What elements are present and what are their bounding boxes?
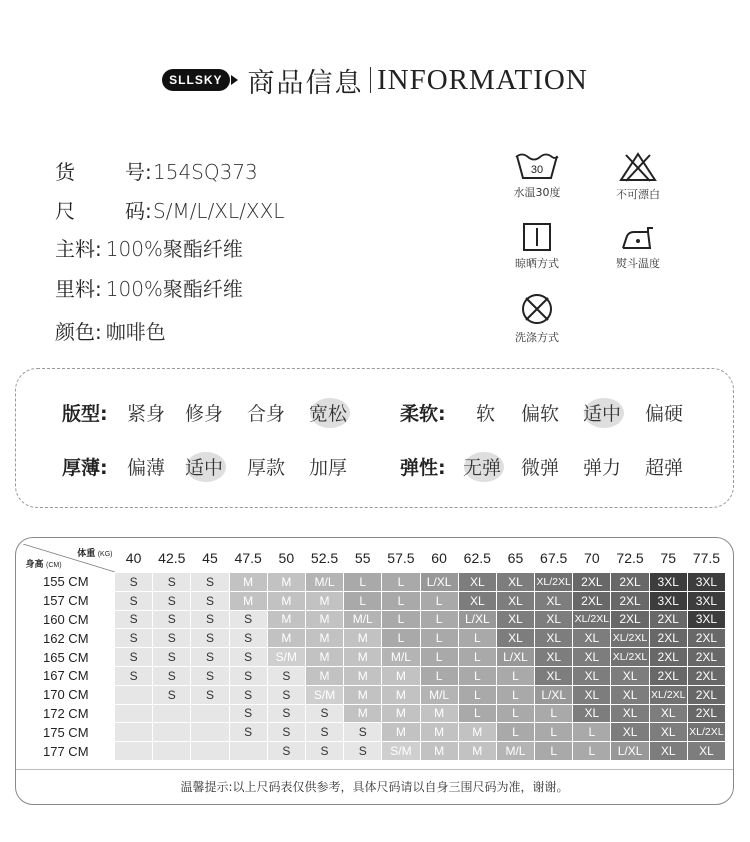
size-cell: L (420, 610, 458, 629)
logo-badge: SLLSKY (162, 69, 229, 91)
size-cell: XL (611, 685, 649, 704)
fit-option: 紧身 (127, 403, 166, 425)
color-row (55, 316, 166, 345)
size-cell: M (267, 610, 305, 629)
size-cell: 2XL (687, 666, 725, 685)
size-cell: XL (535, 648, 573, 667)
size-cell: S (267, 666, 305, 685)
elasticity-option: 超弹 (645, 457, 684, 479)
size-cell: S (305, 704, 343, 723)
size-cell: L (382, 610, 420, 629)
size-cell: XL (573, 648, 611, 667)
size-cell: L (382, 573, 420, 592)
weight-header: 52.5 (310, 550, 339, 566)
size-cell: S/M (305, 685, 343, 704)
care-dry (497, 222, 577, 271)
size-cell: M (382, 704, 420, 723)
size-cell: M (382, 666, 420, 685)
size-cell: 3XL (687, 573, 725, 592)
size-cell: 2XL (687, 648, 725, 667)
size-cell: L (382, 591, 420, 610)
size-cell: XL (573, 704, 611, 723)
table-row (23, 666, 726, 685)
weight-header-row (23, 544, 726, 573)
height-header: 165 CM (23, 648, 115, 667)
size-cell: S (267, 704, 305, 723)
size-cell: S (191, 648, 229, 667)
iron-icon (620, 222, 656, 252)
thickness-option: 加厚 (309, 457, 348, 479)
size-chart-panel (15, 537, 734, 805)
height-header: 157 CM (23, 591, 115, 610)
size-cell: XL (687, 742, 725, 761)
size-cell: L (344, 591, 382, 610)
size-cell (153, 704, 191, 723)
care-clean (497, 292, 577, 345)
height-header: 155 CM (23, 573, 115, 592)
size-cell: S (191, 629, 229, 648)
size-cell: L (420, 666, 458, 685)
page-header (0, 62, 750, 98)
thickness-option: 厚款 (247, 457, 286, 479)
size-cell: L (496, 666, 534, 685)
size-cell: S (229, 629, 267, 648)
size-cell: 2XL (687, 685, 725, 704)
size-cell: M (458, 742, 496, 761)
fit-option: 修身 (185, 403, 224, 425)
size-tip: 温馨提示:以上尺码表仅供参考，具体尺码请以自身三围尺码为准，谢谢。 (180, 780, 569, 794)
fabric-row (55, 233, 243, 262)
tip-divider (16, 769, 733, 770)
size-cell: S (191, 685, 229, 704)
size-cell: S (191, 573, 229, 592)
size-cell: 2XL (687, 629, 725, 648)
size-cell: 2XL (573, 573, 611, 592)
weight-header: 60 (431, 550, 447, 566)
size-cell: XL (573, 629, 611, 648)
size-cell: S (115, 610, 153, 629)
size-cell: XL (611, 666, 649, 685)
logo-arrow-icon (231, 75, 238, 85)
size-cell: XL/2XL (573, 610, 611, 629)
fabric-label: 主料: (55, 237, 102, 261)
table-row (23, 591, 726, 610)
size-cell (191, 723, 229, 742)
size-cell (115, 742, 153, 761)
size-cell (115, 723, 153, 742)
size-cell: S (153, 573, 191, 592)
size-cell: S/M (267, 648, 305, 667)
size-cell: 2XL (649, 629, 687, 648)
size-cell: S (229, 666, 267, 685)
size-cell: M (344, 666, 382, 685)
size-cell (115, 704, 153, 723)
size-cell: S (153, 648, 191, 667)
size-cell: 2XL (649, 610, 687, 629)
size-cell: M/L (496, 742, 534, 761)
softness-label: 柔软: (400, 403, 446, 425)
care-wash (497, 151, 577, 200)
size-cell: XL (649, 704, 687, 723)
size-cell: XL (535, 591, 573, 610)
lining-label: 里料: (55, 277, 102, 301)
table-row (23, 723, 726, 742)
title-divider (370, 67, 372, 93)
size-cell: XL (611, 704, 649, 723)
size-cell: M (305, 591, 343, 610)
size-cell: S (267, 685, 305, 704)
softness-option: 软 (476, 403, 496, 425)
height-header: 162 CM (23, 629, 115, 648)
size-cell: S (115, 591, 153, 610)
size-cell: S (344, 723, 382, 742)
size-row (55, 195, 284, 224)
size-cell: M (305, 610, 343, 629)
size-cell: M (458, 723, 496, 742)
size-cell: S (229, 704, 267, 723)
size-cell: M/L (382, 648, 420, 667)
size-cell: XL (458, 591, 496, 610)
item-number-row (55, 156, 258, 185)
size-cell: M (382, 685, 420, 704)
height-header: 167 CM (23, 666, 115, 685)
size-cell: S (267, 723, 305, 742)
weight-axis-label: 体重 (KG) (77, 548, 113, 558)
softness-option: 偏硬 (645, 403, 684, 425)
size-cell: M (344, 648, 382, 667)
size-cell: XL/2XL (649, 685, 687, 704)
size-cell: L (573, 723, 611, 742)
size-cell: L/XL (496, 648, 534, 667)
size-cell: M/L (305, 573, 343, 592)
weight-header: 72.5 (616, 550, 644, 566)
size-cell: XL (496, 573, 534, 592)
table-row (23, 742, 726, 761)
thickness-option: 偏薄 (127, 457, 166, 479)
fit-label: 版型: (62, 403, 108, 425)
height-header: 160 CM (23, 610, 115, 629)
size-cell: L (420, 591, 458, 610)
size-cell: S (305, 723, 343, 742)
weight-header: 67.5 (540, 550, 568, 566)
item-number-value: 154SQ373 (153, 160, 258, 184)
size-cell: S/M (382, 742, 420, 761)
size-cell: L (535, 704, 573, 723)
size-cell: L (458, 704, 496, 723)
size-cell: 2XL (649, 648, 687, 667)
size-cell: M (229, 591, 267, 610)
size-cell: XL (535, 666, 573, 685)
elasticity-option: 微弹 (521, 457, 560, 479)
size-cell: L (420, 648, 458, 667)
size-cell: L (344, 573, 382, 592)
size-cell: M (382, 723, 420, 742)
dry-icon (522, 222, 552, 252)
care-bleach-label: 不可漂白 (616, 188, 660, 201)
size-cell: XL (573, 666, 611, 685)
care-iron-label: 熨斗温度 (616, 257, 660, 270)
size-cell: L (535, 723, 573, 742)
table-row (23, 685, 726, 704)
title-chinese: 商品信息 (247, 67, 364, 99)
size-cell (191, 742, 229, 761)
height-header: 172 CM (23, 704, 115, 723)
weight-header: 45 (202, 550, 218, 566)
size-cell: XL (649, 723, 687, 742)
care-dry-label: 晾晒方式 (515, 257, 559, 270)
size-cell (153, 742, 191, 761)
size-cell: XL (611, 723, 649, 742)
size-cell: L/XL (535, 685, 573, 704)
weight-header: 55 (354, 550, 371, 566)
care-clean-label: 洗涤方式 (515, 331, 559, 344)
size-cell: S (191, 610, 229, 629)
size-cell: M (305, 648, 343, 667)
weight-header: 70 (584, 550, 600, 566)
size-cell: L (496, 723, 534, 742)
lining-row (55, 273, 243, 302)
size-cell: 2XL (611, 591, 649, 610)
size-cell: L/XL (458, 610, 496, 629)
size-cell: S (153, 591, 191, 610)
no-bleach-icon (618, 151, 658, 183)
size-cell: M (267, 629, 305, 648)
size-cell: S (191, 666, 229, 685)
table-row (23, 648, 726, 667)
size-chart-table (22, 544, 726, 761)
size-cell: 3XL (649, 573, 687, 592)
size-cell: M/L (420, 685, 458, 704)
size-cell: XL (496, 591, 534, 610)
size-cell: S (115, 666, 153, 685)
size-cell: L (420, 629, 458, 648)
size-cell: M (420, 704, 458, 723)
size-cell: S (229, 648, 267, 667)
size-cell: S (115, 573, 153, 592)
size-cell: L/XL (611, 742, 649, 761)
size-cell: M (344, 685, 382, 704)
size-cell: S (305, 742, 343, 761)
size-cell: S (115, 629, 153, 648)
size-cell: L (496, 685, 534, 704)
height-header: 175 CM (23, 723, 115, 742)
height-header: 177 CM (23, 742, 115, 761)
size-cell (229, 742, 267, 761)
svg-text:30: 30 (530, 164, 544, 176)
softness-option-selected: 适中 (583, 399, 621, 426)
size-cell: M (420, 742, 458, 761)
weight-header: 65 (507, 550, 524, 566)
weight-header: 62.5 (463, 550, 491, 566)
size-cell: S (153, 629, 191, 648)
size-cell: XL/2XL (687, 723, 725, 742)
size-cell: 2XL (611, 610, 649, 629)
size-cell: M (267, 591, 305, 610)
size-cell: L (458, 666, 496, 685)
size-cell: L (458, 685, 496, 704)
size-cell: XL (496, 610, 534, 629)
size-cell: M (229, 573, 267, 592)
care-wash-label: 水温30度 (513, 186, 561, 199)
size-cell: XL/2XL (535, 573, 573, 592)
size-cell: S (153, 685, 191, 704)
size-cell: M (305, 629, 343, 648)
weight-header: 40 (125, 550, 142, 566)
size-cell: S (191, 591, 229, 610)
title-english: INFORMATION (377, 63, 588, 96)
item-number-label: 货 号: (55, 160, 152, 184)
size-cell: XL/2XL (611, 648, 649, 667)
color-value: 咖啡色 (105, 320, 166, 344)
weight-header: 42.5 (158, 550, 186, 566)
size-value: S/M/L/XL/XXL (153, 199, 285, 223)
size-cell: XL (573, 685, 611, 704)
no-dryclean-icon (520, 292, 554, 326)
size-cell: M (305, 666, 343, 685)
size-cell: S (115, 648, 153, 667)
size-label: 尺 码: (55, 199, 152, 223)
size-cell: L (382, 629, 420, 648)
size-cell: S (344, 742, 382, 761)
size-cell: L (496, 704, 534, 723)
thickness-label: 厚薄: (62, 457, 108, 479)
size-cell: 2XL (611, 573, 649, 592)
size-cell: S (153, 666, 191, 685)
table-row (23, 704, 726, 723)
fit-option: 合身 (247, 403, 286, 425)
size-cell: S (153, 610, 191, 629)
size-cell: 3XL (687, 591, 725, 610)
care-iron (598, 222, 678, 271)
size-cell: L (535, 742, 573, 761)
size-cell: S (229, 685, 267, 704)
height-axis-label: 身高 (CM) (25, 559, 62, 569)
size-cell: XL (535, 629, 573, 648)
size-cell: XL (535, 610, 573, 629)
fabric-value: 100%聚酯纤维 (105, 237, 243, 261)
size-cell: XL (458, 573, 496, 592)
color-label: 颜色: (55, 320, 102, 344)
weight-header: 75 (660, 550, 676, 566)
size-cell: L (458, 629, 496, 648)
size-cell (191, 704, 229, 723)
size-cell: XL (649, 742, 687, 761)
wash-30-icon (513, 151, 561, 181)
elasticity-option-selected: 无弹 (463, 453, 501, 480)
size-cell: M (344, 629, 382, 648)
elasticity-option: 弹力 (583, 457, 622, 479)
care-bleach (598, 151, 678, 202)
table-row (23, 610, 726, 629)
brand-logo (162, 69, 237, 91)
size-cell: L (573, 742, 611, 761)
size-cell: M/L (344, 610, 382, 629)
size-cell: M (267, 573, 305, 592)
size-cell (115, 685, 153, 704)
size-cell: 2XL (687, 704, 725, 723)
size-cell: S (229, 723, 267, 742)
elasticity-label: 弹性: (400, 457, 446, 479)
size-cell: S (229, 610, 267, 629)
size-cell: 3XL (649, 591, 687, 610)
weight-header: 77.5 (692, 550, 721, 566)
attributes-panel (15, 368, 734, 508)
weight-header: 47.5 (234, 550, 262, 566)
size-cell: L (458, 648, 496, 667)
lining-value: 100%聚酯纤维 (105, 277, 243, 301)
size-cell: M (420, 723, 458, 742)
size-cell: XL (496, 629, 534, 648)
thickness-option-selected: 适中 (185, 453, 223, 480)
weight-header: 57.5 (387, 550, 415, 566)
height-header: 170 CM (23, 685, 115, 704)
table-row (23, 573, 726, 592)
size-cell: 3XL (687, 610, 725, 629)
size-cell: XL/2XL (611, 629, 649, 648)
fit-option-selected: 宽松 (309, 399, 347, 426)
size-cell: M (344, 704, 382, 723)
softness-option: 偏软 (521, 403, 560, 425)
table-corner (23, 544, 115, 573)
size-cell: 2XL (573, 591, 611, 610)
size-cell: L/XL (420, 573, 458, 592)
size-cell: 2XL (649, 666, 687, 685)
weight-header: 50 (278, 550, 295, 566)
size-cell (153, 723, 191, 742)
table-row (23, 629, 726, 648)
size-cell: S (267, 742, 305, 761)
